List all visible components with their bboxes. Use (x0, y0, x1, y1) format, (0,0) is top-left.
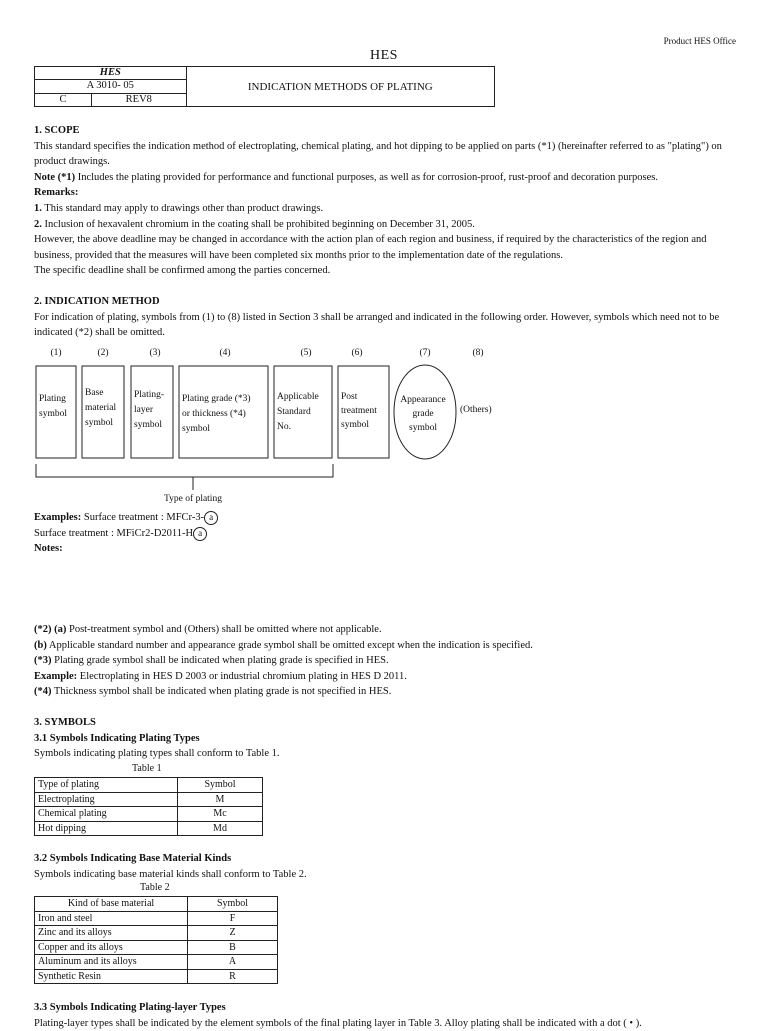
table-row (35, 792, 263, 807)
table1-caption: Table 1 (132, 763, 162, 774)
remark-2-final: The specific deadline shall be confirmed among the parties concerned. (34, 265, 331, 277)
table-row (35, 940, 278, 955)
table-header-cell: Symbol (188, 897, 278, 912)
section-3-3-body: Plating-layer types shall be indicated by the element symbols of the final plating layer in Table 3. Alloy plating shall be indicated with a dot ( • ). (34, 1017, 642, 1029)
table-cell: Chemical plating (35, 807, 178, 822)
note-4: (*4) Thickness symbol shall be indicated when plating grade is not specified in HES. (34, 686, 392, 698)
table-cell: R (188, 969, 278, 984)
table-row (35, 955, 278, 970)
box3-line3: symbol (134, 420, 162, 430)
box3-line1: Plating- (134, 390, 165, 400)
table-row (35, 897, 278, 912)
indication-section (34, 294, 739, 341)
symbols-section (34, 715, 739, 762)
box2-line2: material (85, 403, 117, 413)
table-2-base-material (34, 896, 278, 984)
table-row (35, 821, 263, 836)
box5-line2: Standard (277, 407, 311, 417)
std-name-cell: HES (35, 67, 187, 80)
type-bracket (36, 464, 333, 477)
table-cell: Electroplating (35, 792, 178, 807)
notes-section (34, 622, 739, 700)
box4-line3: symbol (182, 424, 210, 434)
notes-label: Notes: (34, 543, 63, 555)
section-3-3-heading: 3.3 Symbols Indicating Plating-layer Types (34, 1002, 226, 1013)
note-3: (*3) Plating grade symbol shall be indicated when plating grade is specified in HES. (34, 655, 389, 667)
box6-line1: Post (341, 392, 358, 402)
oval-line1: Appearance (400, 395, 446, 405)
number-8: (8) (472, 348, 484, 358)
number-7: (7) (419, 348, 431, 358)
scope-heading: 1. SCOPE (34, 125, 80, 136)
scope-section (34, 123, 739, 279)
section-3-2 (34, 851, 739, 882)
box3-line2: layer (134, 405, 153, 415)
table-cell: Hot dipping (35, 821, 178, 836)
table-header-cell: Symbol (178, 778, 263, 793)
box4-line2: or thickness (*4) (182, 409, 246, 419)
scope-body: This standard specifies the indication method of electroplating, chemical plating, and hot dipping to be applied on parts (*1) (hereinafter referred to as "plating") on product drawings. (34, 140, 722, 168)
note-2b: (b) Applicable standard number and appearance grade symbol shall be omitted except when the indication is specified. (34, 639, 533, 651)
note-example: Example: Electroplating in HES D 2003 or industrial chromium plating in HES D 2011. (34, 670, 407, 682)
number-1: (1) (50, 348, 62, 358)
appearance-grade-circle-2: a (193, 527, 207, 541)
box6-line2: treatment (341, 406, 377, 416)
oval-line3: symbol (409, 423, 437, 433)
table-cell: B (188, 940, 278, 955)
table-cell: Zinc and its alloys (35, 926, 188, 941)
order-numbers (50, 347, 483, 358)
section-3-2-body: Symbols indicating base material kinds shall conform to Table 2. (34, 868, 307, 880)
symbols-heading: 3. SYMBOLS (34, 717, 96, 728)
example-1: Examples: Surface treatment : MFCr-3- a (34, 510, 739, 526)
box1-line1: Plating (39, 394, 66, 404)
table-cell: Aluminum and its alloys (35, 955, 188, 970)
oval-line2: grade (412, 409, 434, 419)
number-2: (2) (97, 348, 109, 358)
table-cell: Iron and steel (35, 911, 188, 926)
section-3-2-heading: 3.2 Symbols Indicating Base Material Kinds (34, 853, 232, 864)
table-header-cell: Type of plating (35, 778, 178, 793)
box5-line1: Applicable (277, 392, 319, 402)
table-row (35, 807, 263, 822)
section-3-3 (34, 1000, 739, 1031)
table2-caption: Table 2 (140, 882, 170, 893)
number-3: (3) (149, 348, 161, 358)
std-number-cell: A 3010- 05 (35, 80, 187, 93)
number-5: (5) (300, 348, 312, 358)
box6-line3: symbol (341, 420, 369, 430)
indication-body: For indication of plating, symbols from (1) to (8) listed in Section 3 shall be arranged and indicated in the following order. However, symbols which need not to be indicated (*2) shall be omitted. (34, 311, 720, 339)
box1-line2: symbol (39, 409, 67, 419)
number-6: (6) (351, 348, 363, 358)
remark-2: 2. Inclusion of hexavalent chromium in the coating shall be prohibited beginning on December 31, 2005. (34, 218, 475, 230)
section-3-1-heading: 3.1 Symbols Indicating Plating Types (34, 732, 200, 744)
table-cell: Md (178, 821, 263, 836)
table-row (35, 969, 278, 984)
table-cell: A (188, 955, 278, 970)
example-2: Surface treatment : MFiCr2-D2011-H a (34, 526, 739, 542)
box4-line1: Plating grade (*3) (182, 394, 251, 404)
table-row (35, 911, 278, 926)
others-label: (Others) (460, 405, 492, 415)
class-cell: C (35, 93, 92, 106)
office-label: Product HES Office (663, 36, 736, 46)
table-cell: Z (188, 926, 278, 941)
remark-1: 1. This standard may apply to drawings other than product drawings. (34, 202, 324, 214)
table-1-plating-types (34, 777, 263, 836)
appearance-grade-circle: a (204, 511, 218, 525)
doc-title-cell: INDICATION METHODS OF PLATING (186, 67, 494, 107)
table-cell: Copper and its alloys (35, 940, 188, 955)
page-title: HES (370, 48, 398, 63)
scope-note: Note (*1) Includes the plating provided for performance and functional purposes, as well as for corrosion-proof, rust-proof and decoration purposes. (34, 171, 658, 183)
remark-2-continued: However, the above deadline may be changed in accordance with the action plan of each region and business, if required by the characteristics of the region and business, provided that the measures will have been completed six months prior to the implementation date of the regulations. (34, 234, 707, 261)
rev-cell: REV8 (92, 93, 187, 106)
indication-diagram (0, 340, 768, 510)
note-2a: (*2) (a) Post-treatment symbol and (Others) shall be omitted where not applicable. (34, 624, 382, 635)
table-header-cell: Kind of base material (35, 897, 188, 912)
table-cell: Mc (178, 807, 263, 822)
table-cell: F (188, 911, 278, 926)
box2-line3: symbol (85, 418, 113, 428)
type-of-plating-label: Type of plating (164, 494, 222, 504)
examples-section (34, 510, 739, 557)
document-header-table (34, 66, 495, 107)
box5-line3: No. (277, 422, 291, 432)
section-3-1-body: Symbols indicating plating types shall conform to Table 1. (34, 748, 280, 760)
table-row (35, 926, 278, 941)
box2-line1: Base (85, 388, 104, 398)
table-cell: M (178, 792, 263, 807)
number-4: (4) (219, 348, 231, 358)
remarks-label: Remarks: (34, 187, 79, 199)
indication-heading: 2. INDICATION METHOD (34, 296, 160, 307)
table-row (35, 778, 263, 793)
table-cell: Synthetic Resin (35, 969, 188, 984)
